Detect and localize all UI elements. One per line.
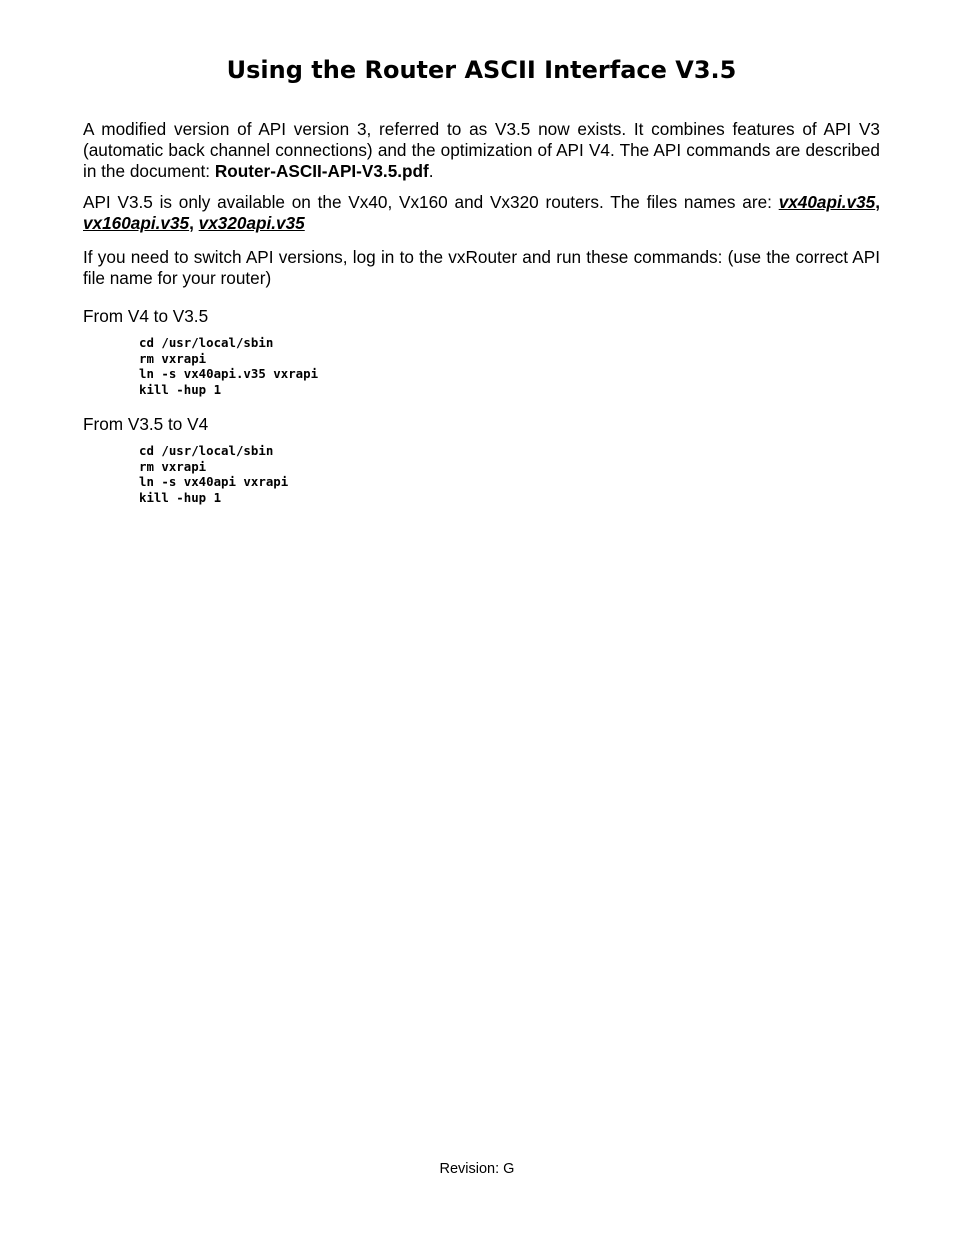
section-heading-v35-to-v4: From V3.5 to V4 <box>83 414 209 434</box>
switch-instructions-paragraph: If you need to switch API versions, log in to the vxRouter and run these commands: (use the correct API file name for your router) <box>83 247 880 288</box>
code-line: cd /usr/local/sbin <box>139 335 274 350</box>
intro-paragraph <box>83 119 880 182</box>
document-title: Using the Router ASCII Interface V3.5 <box>226 56 737 84</box>
code-line: kill -hup 1 <box>139 489 222 505</box>
revision-footer: Revision: G <box>439 1161 515 1177</box>
code-line: cd /usr/local/sbin <box>139 443 274 458</box>
filename-separator: , <box>875 192 880 212</box>
intro-end: . <box>428 161 434 181</box>
section-heading-v4-to-v35: From V4 to V3.5 <box>83 306 209 326</box>
availability-text: API V3.5 is only available on the Vx40, Vx160 and Vx320 routers. The files names are: <box>83 192 779 212</box>
filename-vx160: vx160api.v35 <box>83 213 190 233</box>
filename-separator: , <box>189 213 199 233</box>
filename-vx40: vx40api.v35 <box>778 192 876 212</box>
code-line: rm vxrapi <box>139 350 207 366</box>
intro-text: A modified version of API version 3, referred to as V3.5 now exists. It combines features of API V3 (automatic back channel connections) and the optimization of API V4. The API commands are described in the document: <box>83 119 880 181</box>
code-block-v4-to-v35 <box>139 335 318 397</box>
code-block-v35-to-v4 <box>139 443 288 505</box>
code-line: kill -hup 1 <box>139 381 222 397</box>
availability-paragraph <box>83 192 880 234</box>
code-line: rm vxrapi <box>139 458 207 474</box>
code-line: ln -s vx40api.v35 vxrapi <box>139 366 319 382</box>
document-reference: Router-ASCII-API-V3.5.pdf <box>214 161 429 181</box>
code-line: ln -s vx40api vxrapi <box>139 474 289 490</box>
filename-vx320: vx320api.v35 <box>198 213 305 233</box>
